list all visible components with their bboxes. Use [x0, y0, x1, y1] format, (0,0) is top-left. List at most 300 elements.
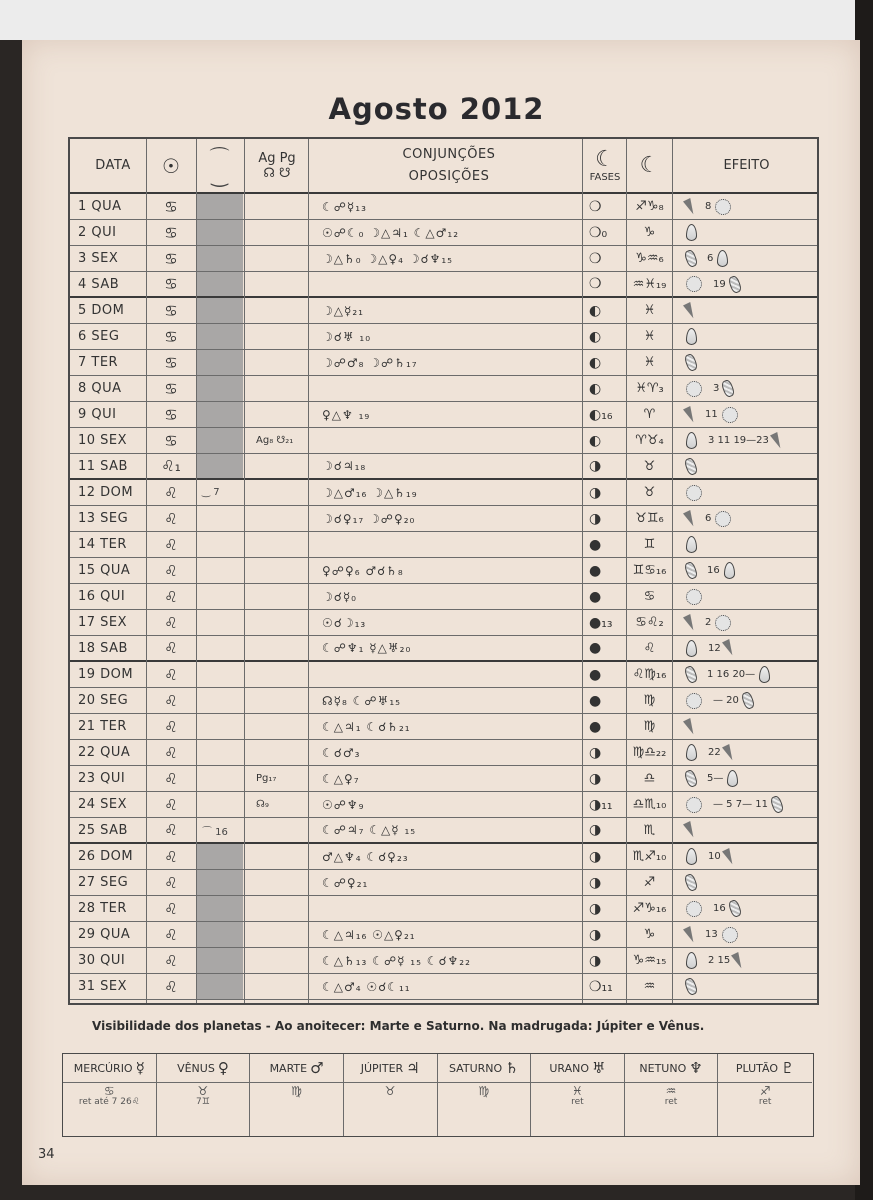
planet-name	[157, 1054, 250, 1083]
day-moon-arc	[196, 818, 243, 842]
carrot-icon	[683, 510, 697, 528]
day-moon-phase-text: ●	[589, 666, 602, 683]
day-conjunctions-text: ☾△♀₇	[322, 771, 360, 786]
day-moon-sign	[626, 636, 673, 660]
planet-column	[625, 1054, 719, 1136]
day-moon-phase	[584, 220, 626, 245]
day-conjunctions	[314, 688, 584, 713]
day-conjunctions	[314, 844, 584, 869]
day-sun-sign-text: ♌	[164, 847, 178, 866]
day-moon-phase	[584, 792, 626, 817]
efeito-text: 2 15	[708, 955, 731, 966]
day-agpg	[246, 714, 308, 739]
day-agpg	[246, 896, 308, 921]
day-conjunctions-text: ☽△♂₁₆ ☽△♄₁₉	[322, 485, 418, 500]
day-moon-phase-text: ❍	[589, 250, 602, 267]
day-conjunctions-text: ☾△♃₁ ☾☌♄₂₁	[322, 719, 411, 734]
day-conjunctions	[314, 896, 584, 921]
day-moon-arc	[196, 636, 243, 660]
day-moon-phase	[584, 662, 626, 687]
planet-name	[250, 1054, 343, 1083]
day-sun-sign-text: ♌	[164, 951, 178, 970]
day-date	[78, 532, 148, 557]
day-date-text: 16 QUI	[78, 589, 126, 604]
day-moon-phase	[584, 714, 626, 739]
seed-icon	[683, 769, 698, 788]
day-date-text: 2 QUI	[78, 225, 117, 240]
day-agpg	[246, 636, 308, 660]
day-agpg	[246, 740, 308, 765]
planet-glyph-icon: ♄	[505, 1059, 519, 1077]
day-moon-phase-text: ◑	[589, 770, 602, 787]
table-row	[70, 896, 817, 922]
day-moon-sign-text: ♍♎₂₂	[632, 745, 667, 760]
table-row	[70, 558, 817, 584]
day-date	[78, 454, 148, 478]
day-moon-arc	[196, 714, 243, 739]
day-sun-sign-text: ♌	[164, 665, 178, 684]
leaf-icon	[686, 328, 697, 345]
day-moon-sign	[626, 896, 673, 921]
day-date	[78, 662, 148, 687]
flower-icon	[722, 407, 738, 423]
day-date-text: 15 QUA	[78, 563, 131, 578]
day-moon-arc	[196, 922, 243, 947]
day-conjunctions-text: ☾☌♂₃	[322, 745, 361, 760]
day-moon-sign-text: ♊♋₁₆	[632, 563, 667, 578]
day-moon-sign-text: ♏♐₁₀	[632, 849, 667, 864]
day-sun-sign-text: ♌	[164, 899, 178, 918]
divider	[626, 139, 627, 1003]
day-moon-sign	[626, 272, 673, 296]
day-moon-sign	[626, 350, 673, 375]
day-moon-phase-text: ◑	[589, 510, 602, 527]
day-conjunctions-text: ☊☿₈ ☾☍♅₁₅	[322, 693, 401, 708]
day-moon-phase-text: ❍₀	[589, 224, 608, 241]
seed-icon	[727, 899, 742, 918]
day-moon-phase	[584, 376, 626, 401]
day-sun-sign-text: ♋	[164, 431, 178, 450]
day-conjunctions-text: ☉☍♆₉	[322, 797, 365, 812]
day-moon-phase	[584, 194, 626, 219]
day-sun-sign	[146, 584, 196, 609]
planet-name	[63, 1054, 156, 1083]
planet-position	[63, 1086, 156, 1108]
planet-glyph-icon: ♂	[310, 1059, 324, 1077]
day-moon-phase	[584, 896, 626, 921]
day-moon-arc	[196, 740, 243, 765]
header-agpg-top: Ag Pg	[258, 150, 296, 166]
day-conjunctions-text: ☾△♄₁₃ ☾☍☿ ₁₅ ☾☌♆₂₂	[322, 953, 471, 968]
moon-sign-icon: ☾	[639, 153, 660, 178]
day-date-text: 11 SAB	[78, 458, 128, 474]
day-moon-phase-text: ◑	[589, 484, 602, 501]
day-sun-sign-text: ♌	[164, 717, 178, 736]
day-moon-phase	[584, 402, 626, 427]
day-moon-sign-text: ♓♈₃	[635, 381, 664, 396]
day-sun-sign-text: ♌	[164, 691, 178, 710]
table-row	[70, 220, 817, 246]
divider	[196, 139, 197, 1003]
table-row	[70, 714, 817, 740]
table-row	[70, 792, 817, 818]
day-sun-sign	[146, 246, 196, 271]
day-moon-phase	[584, 974, 626, 999]
day-date-text: 8 QUA	[78, 381, 122, 396]
day-moon-phase-text: ◑	[589, 900, 602, 917]
day-moon-phase	[584, 558, 626, 583]
scan-top-strip	[0, 0, 873, 40]
day-agpg	[246, 428, 308, 453]
day-efeito	[674, 636, 819, 660]
day-date	[78, 584, 148, 609]
day-sun-sign	[146, 974, 196, 999]
day-date	[78, 376, 148, 401]
carrot-icon	[722, 639, 736, 657]
day-conjunctions	[314, 818, 584, 842]
day-moon-sign-text: ♑	[643, 225, 656, 240]
day-date	[78, 480, 148, 505]
day-conjunctions	[314, 766, 584, 791]
day-efeito	[674, 506, 819, 531]
day-moon-sign-text: ♌	[643, 640, 656, 656]
day-sun-sign	[146, 948, 196, 973]
day-sun-sign	[146, 818, 196, 842]
day-efeito	[674, 376, 819, 401]
day-moon-sign	[626, 220, 673, 245]
planet-sign: ♓	[572, 1084, 583, 1098]
planet-column	[344, 1054, 438, 1136]
day-conjunctions	[314, 506, 584, 531]
day-moon-phase	[584, 454, 626, 478]
day-efeito	[674, 974, 819, 999]
day-efeito	[674, 428, 819, 453]
flower-icon	[686, 693, 702, 709]
day-agpg	[246, 948, 308, 973]
day-efeito	[674, 844, 819, 869]
leaf-icon	[686, 848, 697, 865]
day-date	[78, 558, 148, 583]
visibility-note: Visibilidade dos planetas - Ao anoitecer: Marte e Saturno. Na madrugada: Júpiter e Vênus.	[92, 1019, 705, 1033]
day-sun-sign	[146, 272, 196, 296]
leaf-icon	[686, 640, 697, 657]
day-conjunctions	[314, 480, 584, 505]
day-moon-sign	[626, 844, 673, 869]
table-row	[70, 662, 817, 688]
day-date	[78, 194, 148, 219]
efeito-text: 19	[713, 278, 726, 290]
day-moon-phase	[584, 870, 626, 895]
day-agpg	[246, 324, 308, 349]
planet-position	[438, 1086, 531, 1097]
divider	[308, 139, 309, 1003]
planet-label: MARTE	[269, 1061, 308, 1075]
day-sun-sign-text: ♌	[164, 795, 178, 814]
efeito-text: 5—	[707, 773, 724, 784]
day-sun-sign	[146, 922, 196, 947]
day-moon-sign	[626, 298, 673, 323]
table-row	[70, 376, 817, 402]
divider	[146, 139, 147, 1003]
planet-label: JÚPITER	[360, 1061, 404, 1075]
day-moon-sign	[626, 610, 673, 635]
day-efeito	[674, 688, 819, 713]
planet-glyph-icon: ♇	[781, 1059, 795, 1077]
day-conjunctions	[314, 402, 584, 427]
seed-icon	[683, 456, 698, 475]
day-date	[78, 870, 148, 895]
day-moon-sign	[626, 792, 673, 817]
day-date-text: 12 DOM	[78, 485, 134, 500]
day-sun-sign-text: ♋	[164, 327, 178, 346]
day-efeito	[674, 532, 819, 557]
day-moon-phase-text: ●	[589, 562, 602, 579]
day-sun-sign-text: ♌	[164, 977, 178, 996]
day-efeito	[674, 246, 819, 271]
seed-icon	[683, 665, 698, 684]
day-moon-arc	[196, 584, 243, 609]
day-moon-sign	[626, 454, 673, 478]
leaf-icon	[686, 536, 697, 553]
day-moon-sign	[626, 922, 673, 947]
day-moon-sign-text: ♐	[643, 875, 656, 890]
planet-name	[625, 1054, 718, 1083]
efeito-text: 11	[705, 409, 718, 420]
day-conjunctions-text: ♂△♆₄ ☾☌♀₂₃	[322, 849, 409, 864]
day-date-text: 18 SAB	[78, 640, 128, 656]
day-conjunctions	[314, 662, 584, 687]
planet-position	[718, 1086, 812, 1108]
carrot-icon	[683, 926, 697, 944]
day-moon-phase-text: ◐	[589, 380, 602, 397]
planet-label: MERCÚRIO	[73, 1061, 133, 1075]
day-sun-sign	[146, 532, 196, 557]
planet-position	[625, 1086, 718, 1108]
day-agpg	[246, 402, 308, 427]
day-sun-sign-text: ♌	[164, 613, 178, 632]
carrot-icon	[683, 406, 697, 424]
day-sun-sign	[146, 402, 196, 427]
day-agpg	[246, 272, 308, 296]
seed-icon	[683, 873, 698, 892]
day-date	[78, 974, 148, 999]
day-moon-sign	[626, 402, 673, 427]
day-date	[78, 402, 148, 427]
day-sun-sign	[146, 844, 196, 869]
day-date-text: 30 QUI	[78, 953, 126, 968]
day-date	[78, 350, 148, 375]
day-efeito	[674, 298, 819, 323]
planet-position	[531, 1086, 624, 1108]
day-conjunctions	[314, 298, 584, 323]
day-efeito	[674, 818, 819, 842]
day-moon-phase-text: ◐₁₆	[589, 406, 613, 423]
flower-icon	[722, 927, 738, 943]
day-conjunctions	[314, 324, 584, 349]
day-moon-arc	[196, 610, 243, 635]
day-moon-sign-text: ♎♏₁₀	[632, 797, 667, 812]
day-moon-phase-text: ●	[589, 692, 602, 709]
planet-glyph-icon: ♀	[217, 1059, 229, 1077]
day-moon-phase	[584, 766, 626, 791]
day-moon-arc	[196, 896, 243, 921]
flower-icon	[715, 199, 731, 215]
carrot-icon	[770, 432, 784, 450]
day-moon-sign	[626, 506, 673, 531]
header-agpg	[246, 139, 308, 192]
day-moon-sign	[626, 662, 673, 687]
day-moon-sign-text: ♉	[643, 458, 656, 474]
planet-label: URANO	[549, 1061, 590, 1075]
day-sun-sign-text: ♌	[164, 561, 178, 580]
day-moon-sign-text: ♎	[643, 771, 656, 786]
day-date	[78, 896, 148, 921]
day-date-text: 21 TER	[78, 719, 127, 734]
planet-column	[250, 1054, 344, 1136]
planet-label: PLUTÃO	[735, 1061, 779, 1075]
header-fases-label: FASES	[589, 172, 621, 183]
day-agpg	[246, 480, 308, 505]
day-moon-arc	[196, 558, 243, 583]
table-row	[70, 298, 817, 324]
day-date-text: 1 QUA	[78, 199, 122, 214]
day-moon-sign-text: ♓	[643, 355, 656, 370]
day-date-text: 7 TER	[78, 355, 119, 370]
day-sun-sign	[146, 194, 196, 219]
day-date	[78, 818, 148, 842]
day-efeito	[674, 766, 819, 791]
day-date	[78, 766, 148, 791]
planet-note: 7♊	[196, 1097, 210, 1107]
table-row	[70, 194, 817, 220]
flower-icon	[686, 589, 702, 605]
day-moon-phase	[584, 324, 626, 349]
day-sun-sign	[146, 428, 196, 453]
table-row	[70, 584, 817, 610]
leaf-icon	[727, 770, 738, 787]
day-moon-phase	[584, 532, 626, 557]
day-date-text: 19 DOM	[78, 667, 134, 682]
day-moon-phase	[584, 688, 626, 713]
day-moon-arc	[196, 194, 243, 219]
table-row	[70, 324, 817, 350]
day-efeito	[674, 714, 819, 739]
day-moon-arc	[196, 376, 243, 401]
day-moon-phase	[584, 298, 626, 323]
day-sun-sign-text: ♌	[164, 483, 178, 502]
header-conj-line2: OPOSIÇÕES	[408, 168, 490, 184]
table-row	[70, 532, 817, 558]
planet-sign: ♍	[291, 1084, 302, 1098]
day-moon-phase-text: ◑	[589, 822, 602, 838]
day-conjunctions-text: ☾☍♀₂₁	[322, 875, 369, 890]
table-row	[70, 948, 817, 974]
day-agpg	[246, 558, 308, 583]
day-conjunctions-text: ☉☌☽₁₃	[322, 615, 367, 630]
day-conjunctions	[314, 428, 584, 453]
day-date-text: 17 SEX	[78, 615, 128, 630]
day-moon-sign	[626, 948, 673, 973]
carrot-icon	[683, 614, 697, 632]
day-moon-sign	[626, 324, 673, 349]
leaf-icon	[724, 562, 735, 579]
day-moon-arc	[196, 870, 243, 895]
day-moon-phase-text: ◐	[589, 354, 602, 371]
planet-glyph-icon: ♅	[592, 1059, 606, 1077]
day-conjunctions-text: ☽△☿₂₁	[322, 303, 364, 318]
day-moon-arc	[196, 766, 243, 791]
day-agpg	[246, 584, 308, 609]
seed-icon	[683, 561, 698, 580]
day-moon-phase-text: ◑	[589, 458, 602, 474]
day-sun-sign	[146, 324, 196, 349]
day-agpg-text: Ag₈ ☋₂₁	[256, 435, 294, 446]
day-date	[78, 714, 148, 739]
day-sun-sign-text: ♌	[164, 925, 178, 944]
day-moon-phase-text: ◑₁₁	[589, 796, 613, 813]
day-conjunctions	[314, 922, 584, 947]
efeito-text: 10	[708, 851, 721, 862]
day-moon-phase-text: ❍₁₁	[589, 978, 613, 995]
day-moon-sign	[626, 974, 673, 999]
day-efeito	[674, 558, 819, 583]
day-moon-sign	[626, 766, 673, 791]
day-agpg	[246, 610, 308, 635]
day-sun-sign-text: ♋	[164, 197, 178, 216]
carrot-icon	[683, 302, 697, 320]
day-moon-sign-text: ♈♉₄	[635, 433, 664, 448]
day-date-text: 3 SEX	[78, 251, 119, 266]
page-number: 34	[38, 1147, 55, 1162]
day-date-text: 20 SEG	[78, 693, 129, 708]
day-moon-sign	[626, 532, 673, 557]
efeito-text: 3 11 19—23	[708, 435, 769, 446]
day-conjunctions	[314, 792, 584, 817]
flower-icon	[715, 615, 731, 631]
day-date	[78, 246, 148, 271]
day-sun-sign-text: ♋	[164, 405, 178, 424]
planet-name	[531, 1054, 624, 1083]
day-agpg-text: ☊₉	[256, 799, 269, 810]
day-moon-phase	[584, 948, 626, 973]
day-sun-sign-text: ♋	[164, 223, 178, 242]
day-date-text: 27 SEG	[78, 875, 129, 890]
planet-name	[718, 1054, 812, 1083]
day-moon-phase-text: ❍	[589, 276, 602, 292]
day-moon-arc	[196, 688, 243, 713]
day-date	[78, 636, 148, 660]
day-moon-arc	[196, 454, 243, 478]
day-agpg	[246, 246, 308, 271]
planet-name	[438, 1054, 531, 1083]
day-moon-phase	[584, 480, 626, 505]
day-efeito	[674, 350, 819, 375]
day-efeito	[674, 896, 819, 921]
day-date-text: 31 SEX	[78, 979, 128, 994]
day-moon-arc-text: ‿ 7	[202, 487, 220, 498]
day-efeito	[674, 610, 819, 635]
table-row	[70, 350, 817, 376]
day-date	[78, 220, 148, 245]
day-moon-phase-text: ❍	[589, 198, 602, 215]
table-row	[70, 636, 817, 662]
day-moon-phase-text: ◐	[589, 432, 602, 449]
day-sun-sign	[146, 870, 196, 895]
day-sun-sign-text: ♌	[164, 769, 178, 788]
day-moon-sign-text: ♉♊₆	[635, 511, 664, 526]
day-efeito	[674, 454, 819, 478]
flower-icon	[686, 485, 702, 501]
